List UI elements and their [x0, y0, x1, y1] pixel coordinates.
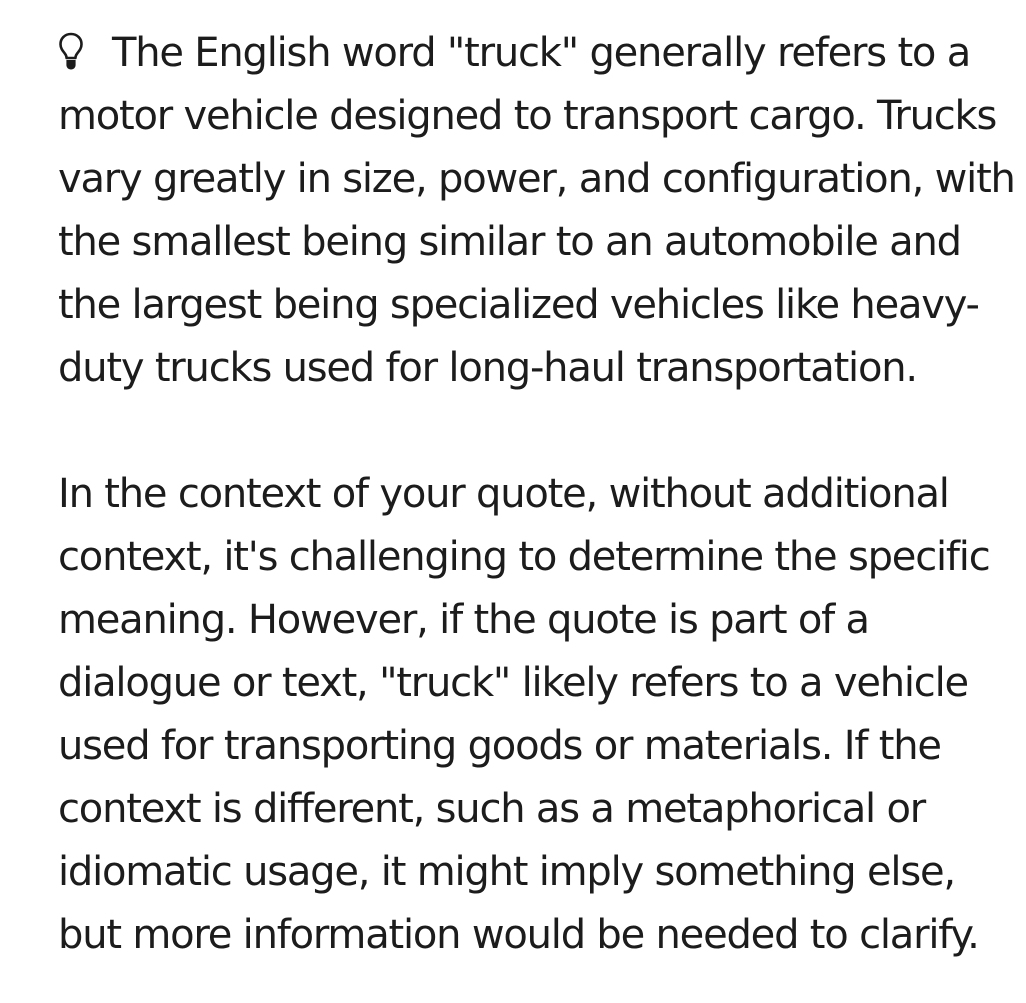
response-paragraph-2: In the context of your quote, without additional context, it's challenging to determine the specific meaning. However, if the quote is part of a dialogue or text, "truck" likely refers to a vehicle used for transporting goods or materials. If the context is different, such as a metaphorical or idiomatic usage, it might imply something else, but more information would be needed to clarify.: [58, 471, 990, 958]
lightbulb-icon: [58, 32, 84, 72]
response-paragraph-1-text: The English word "truck" generally refers to a motor vehicle designed to transport cargo. Trucks vary greatly in size, power, and configuration, with the smallest being similar to an automobile and the largest being specialized vehicles like heavy-duty trucks used for long-haul transportation.: [58, 30, 1015, 391]
response-paragraph-1: [58, 22, 1018, 400]
assistant-response: [58, 22, 1018, 967]
